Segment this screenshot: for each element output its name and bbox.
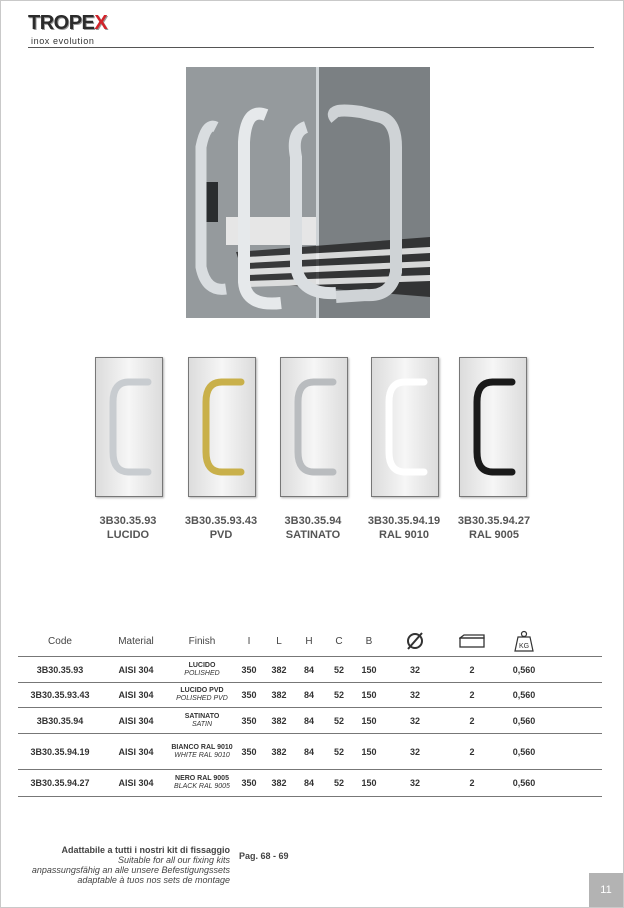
variant-caption: 3B30.35.93.43 PVD: [184, 515, 258, 541]
page-reference: Pag. 68 - 69: [239, 851, 289, 861]
brand-logo: TROPEX inox evolution: [28, 12, 108, 46]
col-header-code: Code: [18, 626, 102, 657]
table-row: 3B30.35.93 AISI 304 LUCIDO POLISHED 350 382 84 52 150 32 2 0,560: [18, 657, 602, 683]
table-row: 3B30.35.94.27 AISI 304 NERO RAL 9005 BLACK RAL 9005 350 382 84 52 150 32 2 0,560: [18, 770, 602, 797]
page-number: 11: [589, 873, 623, 907]
variant-caption: 3B30.35.94.19 RAL 9010: [367, 515, 441, 541]
variant-image-satin: [280, 357, 348, 497]
col-header-finish: Finish: [170, 626, 234, 657]
variant-image-black: [459, 357, 527, 497]
table-row: 3B30.35.94.19 AISI 304 BIANCO RAL 9010 WHITE RAL 9010 350 382 84 52 150 32 2 0,560: [18, 734, 602, 770]
variant-image-polished: [95, 357, 163, 497]
svg-text:KG: KG: [518, 643, 530, 650]
header-divider: [28, 47, 594, 48]
table-header-row: [18, 626, 602, 657]
table-row: 3B30.35.93.43 AISI 304 LUCIDO PVD POLISHED PVD 350 382 84 52 150 32 2 0,560: [18, 683, 602, 708]
variant-caption: 3B30.35.94 SATINATO: [284, 515, 342, 541]
col-header-c: C: [324, 626, 354, 657]
col-header-weight: [498, 626, 550, 657]
col-header-l: L: [264, 626, 294, 657]
variant-image-pvd: [188, 357, 256, 497]
variant-caption: 3B30.35.93 LUCIDO: [99, 515, 157, 541]
col-header-material: Material: [102, 626, 170, 657]
col-header-h: H: [294, 626, 324, 657]
table-row: 3B30.35.94 AISI 304 SATINATO SATIN 350 382 84 52 150 32 2 0,560: [18, 708, 602, 734]
variant-image-white: [371, 357, 439, 497]
product-photo: [186, 67, 430, 318]
fixing-kit-note: Adattabile a tutti i nostri kit di fissaggio Suitable for all our fixing kits anpassungsfähig an alle unsere Befestigungssets adaptable à tuos nos sets de montage: [31, 845, 230, 885]
variant-caption: 3B30.35.94.27 RAL 9005: [457, 515, 531, 541]
col-header-i: I: [234, 626, 264, 657]
spec-table: [18, 626, 602, 797]
col-header-diameter: [384, 626, 446, 657]
pack-icon: [459, 634, 485, 648]
brand-tagline: inox evolution: [31, 36, 95, 46]
col-header-pack: [446, 626, 498, 657]
weight-icon: [514, 630, 534, 652]
col-header-b: B: [354, 626, 384, 657]
diameter-icon: [405, 631, 425, 651]
